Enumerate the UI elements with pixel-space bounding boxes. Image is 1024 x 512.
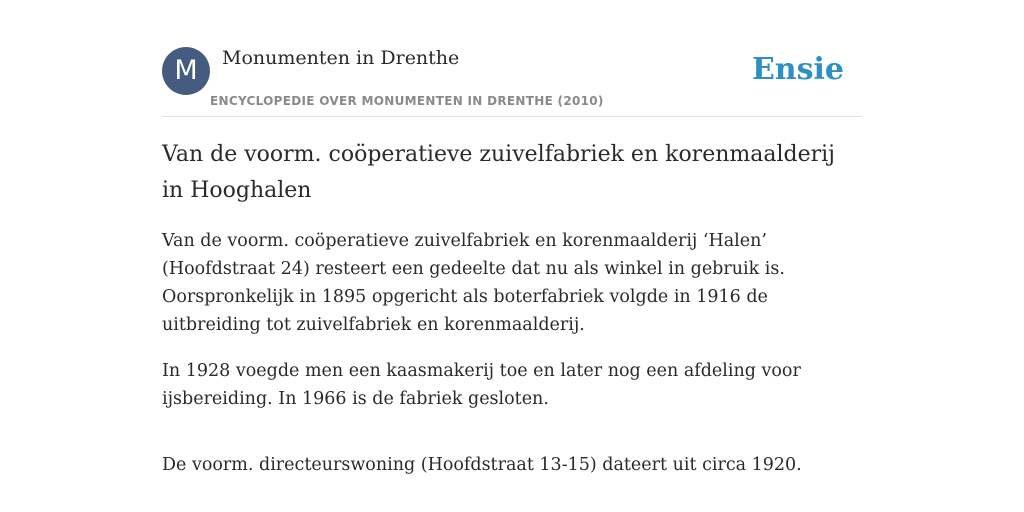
article-paragraph: De voorm. directeurswoning (Hoofdstraat 13-15) dateert uit circa 1920. [162,455,802,475]
article-content [162,137,852,497]
source-avatar[interactable]: M [162,47,210,95]
source-title-link[interactable]: Monumenten in Drenthe [222,47,460,69]
article-title: Van de voorm. coöperatieve zuivelfabriek en korenmaalderij in Hooghalen [162,142,835,203]
source-header [162,46,862,117]
source-subtitle: ENCYCLOPEDIE OVER MONUMENTEN IN DRENTHE (2010) [210,94,604,108]
ensie-logo[interactable]: Ensie [751,52,844,87]
article-paragraph: Van de voorm. coöperatieve zuivelfabriek en korenmaalderij ‘Halen’ (Hoofdstraat 24) resteert een gedeelte dat nu als winkel in gebruik is. Oorspronkelijk in 1895 opgericht als boterfabriek volgde in 1916 de uitbreiding tot zuivelfabriek en korenmaalderij. [162,231,785,335]
article-paragraph: In 1928 voegde men een kaasmakerij toe en later nog een afdeling voor ijsbereiding. In 1966 is de fabriek gesloten. [162,361,801,409]
